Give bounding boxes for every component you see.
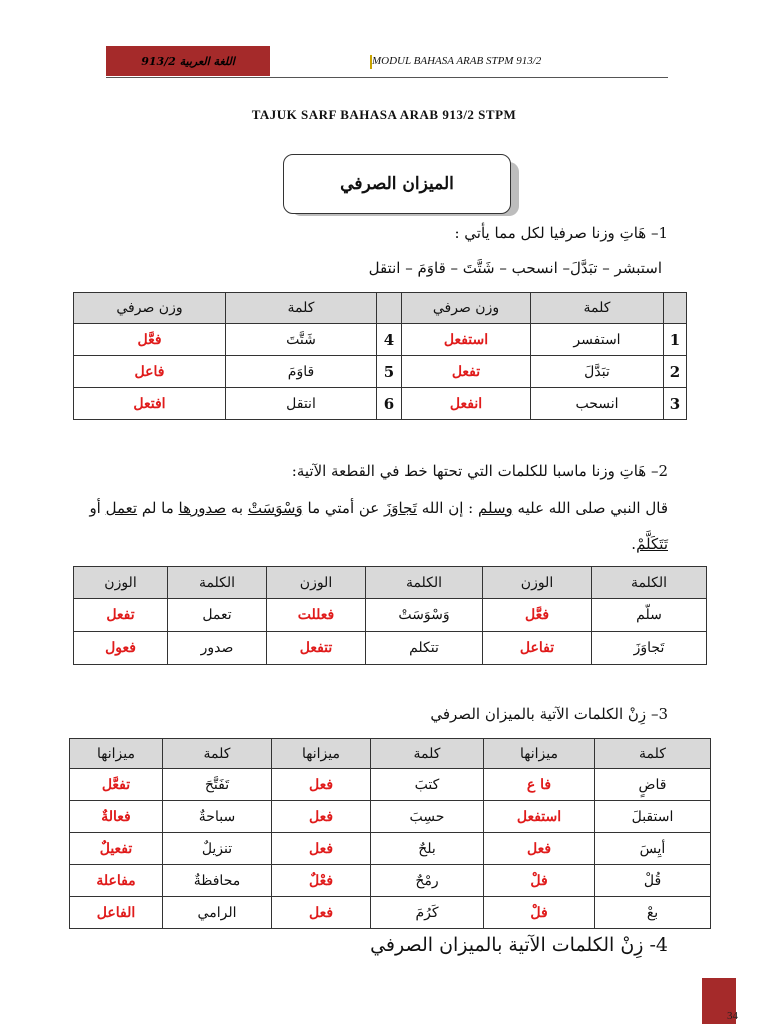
underlined-word: تَتَكَلَّمْ — [636, 535, 668, 553]
table-header: الكلمة — [592, 567, 707, 599]
word-cell: حسِبَ — [371, 801, 484, 833]
row-number: 1 — [664, 324, 687, 356]
word-cell: تعمل — [168, 599, 267, 632]
table-row — [74, 632, 707, 665]
header-module-label: MODUL BAHASA ARAB STPM 913/2 — [372, 55, 542, 67]
word-cell: استفسر — [531, 324, 664, 356]
answer-cell: مفاعلة — [70, 865, 163, 897]
q1-words-line: استبشر – تبَدَّلَ– انسحب – شَتَّتَ – قاوَمَ – انتقل — [368, 259, 662, 277]
answer-cell: فلْ — [484, 865, 595, 897]
answer-cell: فعول — [74, 632, 168, 665]
table-header: كلمة — [595, 739, 711, 769]
table-header: الوزن — [74, 567, 168, 599]
table-header: كلمة — [163, 739, 272, 769]
word-cell: صدور — [168, 632, 267, 665]
answer-cell: تتفعل — [267, 632, 366, 665]
word-cell: وَسْوَسَتْ — [366, 599, 483, 632]
word-cell: تَجاوَزَ — [592, 632, 707, 665]
row-number: 5 — [377, 356, 402, 388]
row-number: 6 — [377, 388, 402, 420]
word-cell: انتقل — [226, 388, 377, 420]
passage-text: : إن الله — [416, 499, 479, 517]
page-title: TAJUK SARF BAHASA ARAB 913/2 STPM — [251, 107, 517, 122]
word-cell: تَفَتَّحَ — [163, 769, 272, 801]
word-cell: الرامي — [163, 897, 272, 929]
table-header: الكلمة — [168, 567, 267, 599]
table-row — [74, 324, 687, 356]
word-cell: قاوَمَ — [226, 356, 377, 388]
word-cell: سباحةٌ — [163, 801, 272, 833]
answer-cell: تفعل — [402, 356, 531, 388]
q1-instruction: 1– هَاتِ وزنا صرفيا لكل مما يأتي : — [454, 224, 668, 242]
answer-cell: انفعل — [402, 388, 531, 420]
row-number: 2 — [664, 356, 687, 388]
q2-instruction: 2– هَاتِ وزنا ماسبا للكلمات التي تحتها خط في القطعة الآتية: — [291, 462, 668, 480]
word-cell: استقبلَ — [595, 801, 711, 833]
table-header — [377, 293, 402, 324]
table-row — [74, 356, 687, 388]
table-header: الوزن — [483, 567, 592, 599]
table-row — [74, 388, 687, 420]
topic-box-title: الميزان الصرفي — [283, 154, 511, 214]
word-cell: تتكلم — [366, 632, 483, 665]
answer-cell: فعَّل — [74, 324, 226, 356]
header-divider — [106, 77, 668, 78]
header-subject-label: اللغة العربية 913/2 — [106, 46, 270, 76]
underlined-word: وسلم — [478, 499, 513, 517]
answer-cell: فلْ — [484, 897, 595, 929]
table-row — [70, 769, 711, 801]
table-header: ميزانها — [272, 739, 371, 769]
passage-text: ما لم — [137, 499, 179, 517]
table-row — [70, 865, 711, 897]
row-number: 3 — [664, 388, 687, 420]
answer-cell: افتعل — [74, 388, 226, 420]
answer-cell: فعللت — [267, 599, 366, 632]
row-number: 4 — [377, 324, 402, 356]
word-cell: بعْ — [595, 897, 711, 929]
q2-passage-line2 — [48, 535, 668, 553]
answer-cell: فعالةٌ — [70, 801, 163, 833]
table-row — [70, 833, 711, 865]
topic-box — [283, 154, 519, 216]
table-header-row — [74, 567, 707, 599]
word-cell: رمْحٌ — [371, 865, 484, 897]
word-cell: محافظةٌ — [163, 865, 272, 897]
passage-text: عن أمتي ما — [302, 499, 385, 517]
table-header — [664, 293, 687, 324]
answer-cell: فاعل — [74, 356, 226, 388]
q2-table — [73, 566, 707, 665]
word-cell: كتبَ — [371, 769, 484, 801]
passage-text: أو — [89, 499, 106, 517]
table-header: وزن صرفي — [74, 293, 226, 324]
answer-cell: فعل — [484, 833, 595, 865]
word-cell: شَتَّتَ — [226, 324, 377, 356]
table-header: كلمة — [531, 293, 664, 324]
underlined-word: صدورها — [178, 499, 227, 517]
word-cell: قاضٍ — [595, 769, 711, 801]
answer-cell: فعل — [272, 897, 371, 929]
underlined-word: تَجاوَزَ — [384, 499, 417, 517]
underlined-word: وَسْوَسَتْ — [247, 499, 303, 517]
q3-table — [69, 738, 711, 929]
underlined-word: تعمل — [105, 499, 138, 517]
answer-cell: تفعيلٌ — [70, 833, 163, 865]
q4-instruction: 4- زِنْ الكلمات الآتية بالميزان الصرفي — [370, 934, 668, 956]
table-header: الكلمة — [366, 567, 483, 599]
table-header: الوزن — [267, 567, 366, 599]
answer-cell: فعل — [272, 769, 371, 801]
word-cell: انسحب — [531, 388, 664, 420]
table-header: ميزانها — [70, 739, 163, 769]
word-cell: تبَدَّلَ — [531, 356, 664, 388]
answer-cell: تفاعل — [483, 632, 592, 665]
answer-cell: فعل — [272, 833, 371, 865]
answer-cell: فعَّل — [483, 599, 592, 632]
answer-cell: استفعل — [484, 801, 595, 833]
answer-cell: استفعل — [402, 324, 531, 356]
passage-text: . — [631, 535, 637, 553]
word-cell: قُلْ — [595, 865, 711, 897]
table-header-row — [74, 293, 687, 324]
q2-passage — [48, 499, 668, 517]
answer-cell: فعل — [272, 801, 371, 833]
table-header: كلمة — [226, 293, 377, 324]
table-header: ميزانها — [484, 739, 595, 769]
table-header: كلمة — [371, 739, 484, 769]
word-cell: بلحٌ — [371, 833, 484, 865]
table-header: وزن صرفي — [402, 293, 531, 324]
word-cell: أيِسَ — [595, 833, 711, 865]
answer-cell: تفعل — [74, 599, 168, 632]
table-row — [70, 897, 711, 929]
answer-cell: تفعَّل — [70, 769, 163, 801]
page-number: 34 — [727, 1010, 738, 1022]
page-number-tab — [702, 978, 736, 1024]
table-header-row — [70, 739, 711, 769]
table-row — [74, 599, 707, 632]
word-cell: تنزيلٌ — [163, 833, 272, 865]
passage-text: به — [226, 499, 248, 517]
answer-cell: الفاعل — [70, 897, 163, 929]
q1-table — [73, 292, 687, 420]
answer-cell: فا ع — [484, 769, 595, 801]
word-cell: كَرُمَ — [371, 897, 484, 929]
answer-cell: فعْلٌ — [272, 865, 371, 897]
table-row — [70, 801, 711, 833]
passage-text: قال النبي صلى الله عليه — [512, 499, 668, 517]
word-cell: سلّم — [592, 599, 707, 632]
q3-instruction: 3– زِنْ الكلمات الآتية بالميزان الصرفي — [430, 705, 668, 723]
